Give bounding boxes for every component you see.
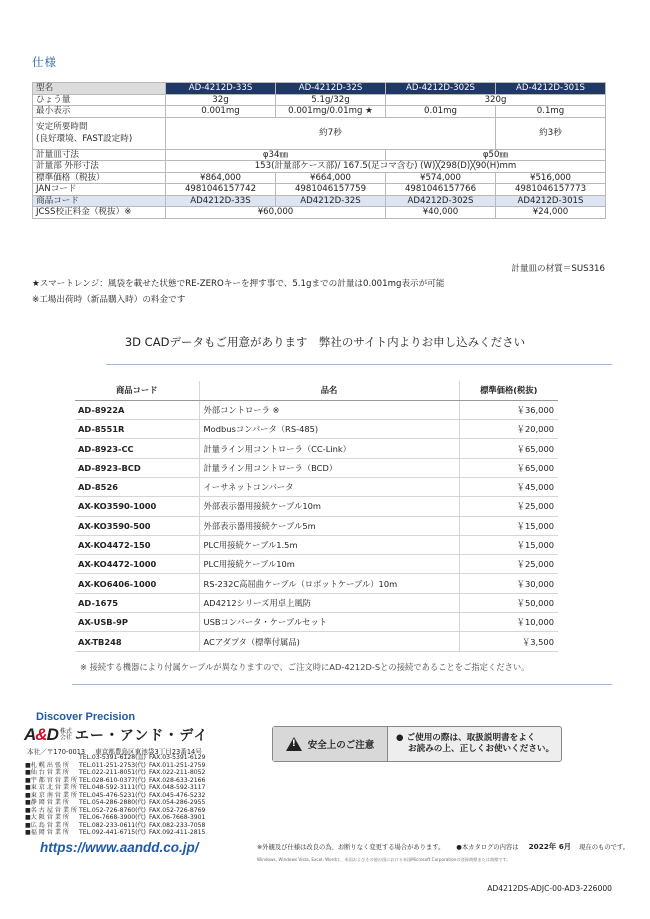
accessory-name: AD4212シリーズ用卓上風防 xyxy=(199,593,459,612)
accessory-code: AX-KO3590-500 xyxy=(75,516,199,535)
office-row: ■東 京 南 営 業 所 TEL.045-476-5231(代) FAX.045-476-5232 xyxy=(25,791,206,799)
table-row xyxy=(75,400,558,419)
accessory-code: AX-USB-9P xyxy=(75,613,199,632)
office-row: ■福 岡 営 業 所 TEL.092-441-6715(代) FAX.092-411-2815 xyxy=(25,829,206,836)
column-header: 標準価格(税抜) xyxy=(459,381,558,400)
spec-label-line: (良好環境、FAST設定時) xyxy=(36,134,133,144)
office-row: ■東 京 北 営 業 所 TEL.048-592-3111(代) FAX.048-592-3117 xyxy=(25,784,206,791)
document-number: AD4212DS-ADJC-00-AD3-226000 xyxy=(487,884,612,893)
spec-cell: AD4212D-302S xyxy=(386,195,496,207)
spec-label: 最小表示 xyxy=(33,106,166,118)
cad-notice: 3D CADデータもご用意があります 弊社のサイト内よりお申し込みください xyxy=(124,335,526,349)
safety-label: ! 安全上のご注意 xyxy=(273,727,388,761)
spec-label: 標準価格（税抜） xyxy=(33,172,166,184)
office-row: ■静 岡 営 業 所 TEL.054-286-2880(代) FAX.054-286-2955 xyxy=(25,799,206,806)
spec-label: 型名 xyxy=(33,83,166,95)
column-header: 品名 xyxy=(199,381,459,400)
spec-cell: 5.1g/32g xyxy=(276,94,386,106)
office-row: ■名 古 屋 営 業 所 TEL.052-726-8760(代) FAX.052-726-8769 xyxy=(25,806,206,814)
website-link[interactable]: https://www.aandd.co.jp/ xyxy=(40,840,199,855)
accessory-code: AX-KO6406-1000 xyxy=(75,574,199,593)
table-row xyxy=(75,613,558,632)
spec-label: 商品コード xyxy=(33,195,166,207)
spec-cell: 約7秒 xyxy=(166,117,496,149)
accessory-price: ￥10,000 xyxy=(459,613,558,632)
accessory-code: AX-KO4472-150 xyxy=(75,535,199,554)
spec-cell: 4981046157759 xyxy=(276,184,386,196)
spec-cell: AD4212D-33S xyxy=(166,195,276,207)
table-row xyxy=(75,574,558,593)
spec-label: ひょう量 xyxy=(33,94,166,106)
accessory-price: ￥65,000 xyxy=(459,458,558,477)
accessory-price: ￥25,000 xyxy=(459,497,558,516)
divider xyxy=(106,364,612,365)
spec-cell: φ34㎜ xyxy=(166,149,386,161)
accessory-name: Modbusコンバータ（RS-485) xyxy=(199,420,459,439)
model-name: AD-4212D-302S xyxy=(386,83,496,95)
spec-row-stabilization xyxy=(33,117,606,149)
smart-range-note: ★スマートレンジ：風袋を載せた状態でRE-ZEROキーを押す事で、5.1gまでの計量は0.001mg表示が可能 xyxy=(32,279,445,289)
accessory-price: ￥45,000 xyxy=(459,477,558,496)
accessory-name: PLC用接続ケーブル1.5m xyxy=(199,535,459,554)
material-note: 計量皿の材質＝SUS316 xyxy=(511,264,605,274)
company-logo xyxy=(24,725,208,745)
spec-label: 計量皿寸法 xyxy=(33,149,166,161)
accessory-name: PLC用接続ケーブル10m xyxy=(199,555,459,574)
accessory-price: ￥30,000 xyxy=(459,574,558,593)
office-list xyxy=(25,754,205,837)
table-row xyxy=(75,535,558,554)
accessory-price: ￥15,000 xyxy=(459,516,558,535)
table-row xyxy=(75,516,558,535)
spec-cell: ¥864,000 xyxy=(166,172,276,184)
spec-row-dimensions xyxy=(33,161,606,173)
headquarters-address: 本社／〒170-0013 東京都豊島区東池袋3丁目23番14号 xyxy=(27,748,202,756)
spec-cell: ¥516,000 xyxy=(496,172,606,184)
spec-cell: 4981046157766 xyxy=(386,184,496,196)
model-name: AD-4212D-301S xyxy=(496,83,606,95)
accessory-price: ￥36,000 xyxy=(459,400,558,419)
accessory-table xyxy=(75,381,558,652)
spec-label-line: 安定所要時間 xyxy=(36,122,88,132)
accessory-code: AX-KO4472-1000 xyxy=(75,555,199,574)
spec-row-pan xyxy=(33,149,606,161)
accessory-price: ￥50,000 xyxy=(459,593,558,612)
spec-cell: 約3秒 xyxy=(496,117,606,149)
spec-label: JCSS校正料金（税抜）※ xyxy=(33,207,166,219)
table-row xyxy=(75,477,558,496)
spec-cell: ¥664,000 xyxy=(276,172,386,184)
spec-cell: 0.1mg xyxy=(496,106,606,118)
logo-company-name: エー・アンド・デイ xyxy=(74,728,209,744)
accessory-name: RS-232C高屈曲ケーブル（ロボットケーブル）10m xyxy=(199,574,459,593)
spec-cell: φ50㎜ xyxy=(386,149,606,161)
spec-row-capacity xyxy=(33,94,606,106)
logo-kabushiki: 株式 会社 xyxy=(59,727,72,741)
accessory-code: AX-KO3590-1000 xyxy=(75,497,199,516)
accessory-code: AD-8923-BCD xyxy=(75,458,199,477)
table-row xyxy=(75,420,558,439)
accessory-code: AD-8551R xyxy=(75,420,199,439)
spec-row-jcss xyxy=(33,207,606,219)
spec-cell: AD4212D-32S xyxy=(276,195,386,207)
table-row xyxy=(75,632,558,651)
office-row: ■大 阪 営 業 所 TEL.06-7668-3900(代) FAX.06-7668-3901 xyxy=(25,814,206,821)
model-name: AD-4212D-32S xyxy=(276,83,386,95)
warning-icon xyxy=(286,737,302,751)
spec-row-readability xyxy=(33,106,606,118)
accessory-price: ￥15,000 xyxy=(459,535,558,554)
model-name: AD-4212D-33S xyxy=(166,83,276,95)
spec-cell: AD4212D-301S xyxy=(496,195,606,207)
table-row xyxy=(75,555,558,574)
spec-cell: ¥574,000 xyxy=(386,172,496,184)
accessory-code: AX-TB248 xyxy=(75,632,199,651)
factory-note: ※工場出荷時（新品購入時）の料金です xyxy=(32,295,186,305)
accessory-price: ￥65,000 xyxy=(459,439,558,458)
accessory-name: イーサネットコンバータ xyxy=(199,477,459,496)
office-row: ■広 島 営 業 所 TEL.082-233-0611(代) FAX.082-233-7058 xyxy=(25,821,206,829)
tagline: Discover Precision xyxy=(36,711,136,723)
trademark-note: Windows, Windows Vista, Excel, Wordは、米国およびその他の国における米国Microsoft Corporationの登録商標または商標です。 xyxy=(257,857,511,862)
accessory-name: ACアダプタ（標準付属品) xyxy=(199,632,459,651)
table-row xyxy=(75,458,558,477)
disclaimer: ※外観及び仕様は改良の為、お断りなく変更する場合があります。 ●本カタログの内容は 2022年 6月 現在のものです。 xyxy=(257,842,629,851)
accessory-name: 外部表示器用接続ケーブル10m xyxy=(199,497,459,516)
spec-cell: ¥40,000 xyxy=(386,207,496,219)
office-row: ■札 幌 出 張 所 TEL.011-251-2753(代) FAX.011-251-2759 xyxy=(25,761,206,769)
spec-cell: 0.001mg xyxy=(166,106,276,118)
column-header: 商品コード xyxy=(75,381,199,400)
spec-row-product-code xyxy=(33,195,606,207)
spec-cell: ¥60,000 xyxy=(166,207,386,219)
divider xyxy=(72,684,612,685)
safety-notice xyxy=(272,726,562,762)
spec-cell: 153(計量部ケース部)/ 167.5(足コマ含む) (W)╳298(D)╳90(H)mm xyxy=(166,161,606,173)
accessory-code: AD-8526 xyxy=(75,477,199,496)
spec-cell: 4981046157742 xyxy=(166,184,276,196)
logo-mark: A&D xyxy=(24,725,58,744)
accessory-code: AD-8922A xyxy=(75,400,199,419)
accessory-name: 計量ライン用コントローラ（CC-Link） xyxy=(199,439,459,458)
spec-label xyxy=(33,117,166,149)
accessory-name: USBコンバータ・ケーブルセット xyxy=(199,613,459,632)
accessory-price: ￥25,000 xyxy=(459,555,558,574)
office-row: TEL.03-5391-6128(直) FAX.03-5391-6129 xyxy=(79,754,206,761)
accessory-name: 外部表示器用接続ケーブル5m xyxy=(199,516,459,535)
spec-label: 計量部 外形寸法 xyxy=(33,161,166,173)
section-title: 仕様 xyxy=(32,55,57,69)
spec-cell: 4981046157773 xyxy=(496,184,606,196)
spec-row-jan xyxy=(33,184,606,196)
spec-cell: 0.001mg/0.01mg ★ xyxy=(276,106,386,118)
office-row: ■宇 都 宮 営 業 所 TEL.028-610-0377(代) FAX.028-633-2166 xyxy=(25,776,206,784)
safety-message: ● ご使用の際は、取扱説明書をよく お読みの上、正しくお使いください。 xyxy=(396,733,555,754)
accessory-code: AD-8923-CC xyxy=(75,439,199,458)
spec-cell: 320g xyxy=(386,94,606,106)
accessory-name: 計量ライン用コントローラ（BCD） xyxy=(199,458,459,477)
spec-table xyxy=(32,82,606,219)
spec-label: JANコード xyxy=(33,184,166,196)
table-row xyxy=(75,439,558,458)
table-row xyxy=(75,497,558,516)
accessory-price: ￥20,000 xyxy=(459,420,558,439)
spec-cell: 0.01mg xyxy=(386,106,496,118)
spec-cell: 32g xyxy=(166,94,276,106)
spec-cell: ¥24,000 xyxy=(496,207,606,219)
accessory-note: ※ 接続する機器により付属ケーブルが異なりますので、ご注文時にAD-4212D-Sとの接続であることをご指定ください。 xyxy=(80,662,530,672)
spec-row-model xyxy=(33,83,606,95)
table-row xyxy=(75,593,558,612)
spec-row-price xyxy=(33,172,606,184)
accessory-code: AD-1675 xyxy=(75,593,199,612)
accessory-name: 外部コントローラ ※ xyxy=(199,400,459,419)
accessory-header-row xyxy=(75,381,558,400)
office-row: ■仙 台 営 業 所 TEL.022-211-8051(代) FAX.022-211-8052 xyxy=(25,769,206,776)
accessory-price: ￥3,500 xyxy=(459,632,558,651)
